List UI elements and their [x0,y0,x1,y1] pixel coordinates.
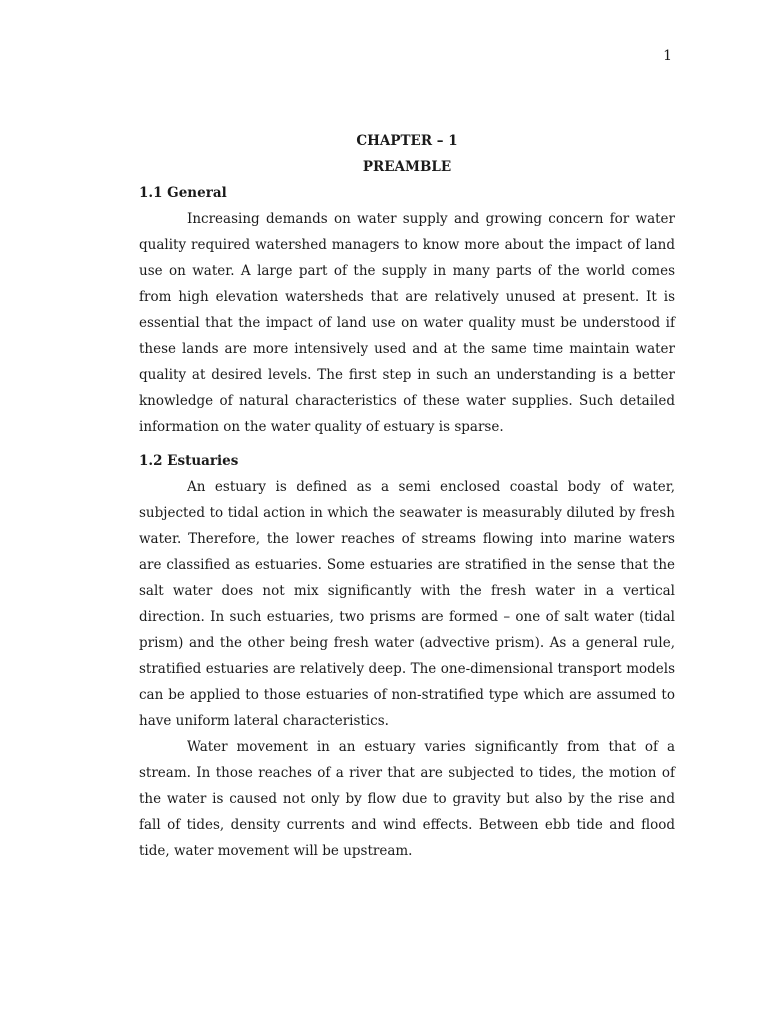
document-body [139,128,675,864]
section-heading-general: 1.1 General [139,185,227,201]
section-heading-estuaries: 1.2 Estuaries [139,453,239,469]
paragraph-water-movement: Water movement in an estuary varies significantly from that of a stream. In those reaches of a river that are subjected to tides, the motion of the water is caused not only by flow due to gravity but also by the rise and fall of tides, density currents and wind effects. Between ebb tide and flood tide, water movement will be upstream. [139,739,675,859]
chapter-label: CHAPTER – 1 [356,133,458,149]
paragraph-estuary-definition: An estuary is defined as a semi enclosed coastal body of water, subjected to tidal action in which the seawater is measurably diluted by fresh water. Therefore, the lower reaches of streams flowing into marine waters are classified as estuaries. Some estuaries are stratified in the sense that the salt water does not mix significantly with the fresh water in a vertical direction. In such estuaries, two prisms are formed – one of salt water (tidal prism) and the other being fresh water (advective prism). As a general rule, stratified estuaries are relatively deep. The one-dimensional transport models can be applied to those estuaries of non-stratified type which are assumed to have uniform lateral characteristics. [139,479,675,729]
page-number: 1 [663,48,672,64]
paragraph-general: Increasing demands on water supply and growing concern for water quality required watershed managers to know more about the impact of land use on water. A large part of the supply in many parts of the world comes from high elevation watersheds that are relatively unused at present. It is essential that the impact of land use on water quality must be understood if these lands are more intensively used and at the same time maintain water quality at desired levels. The first step in such an understanding is a better knowledge of natural characteristics of these water supplies. Such detailed information on the water quality of estuary is sparse. [139,211,675,435]
chapter-title: PREAMBLE [362,159,452,175]
